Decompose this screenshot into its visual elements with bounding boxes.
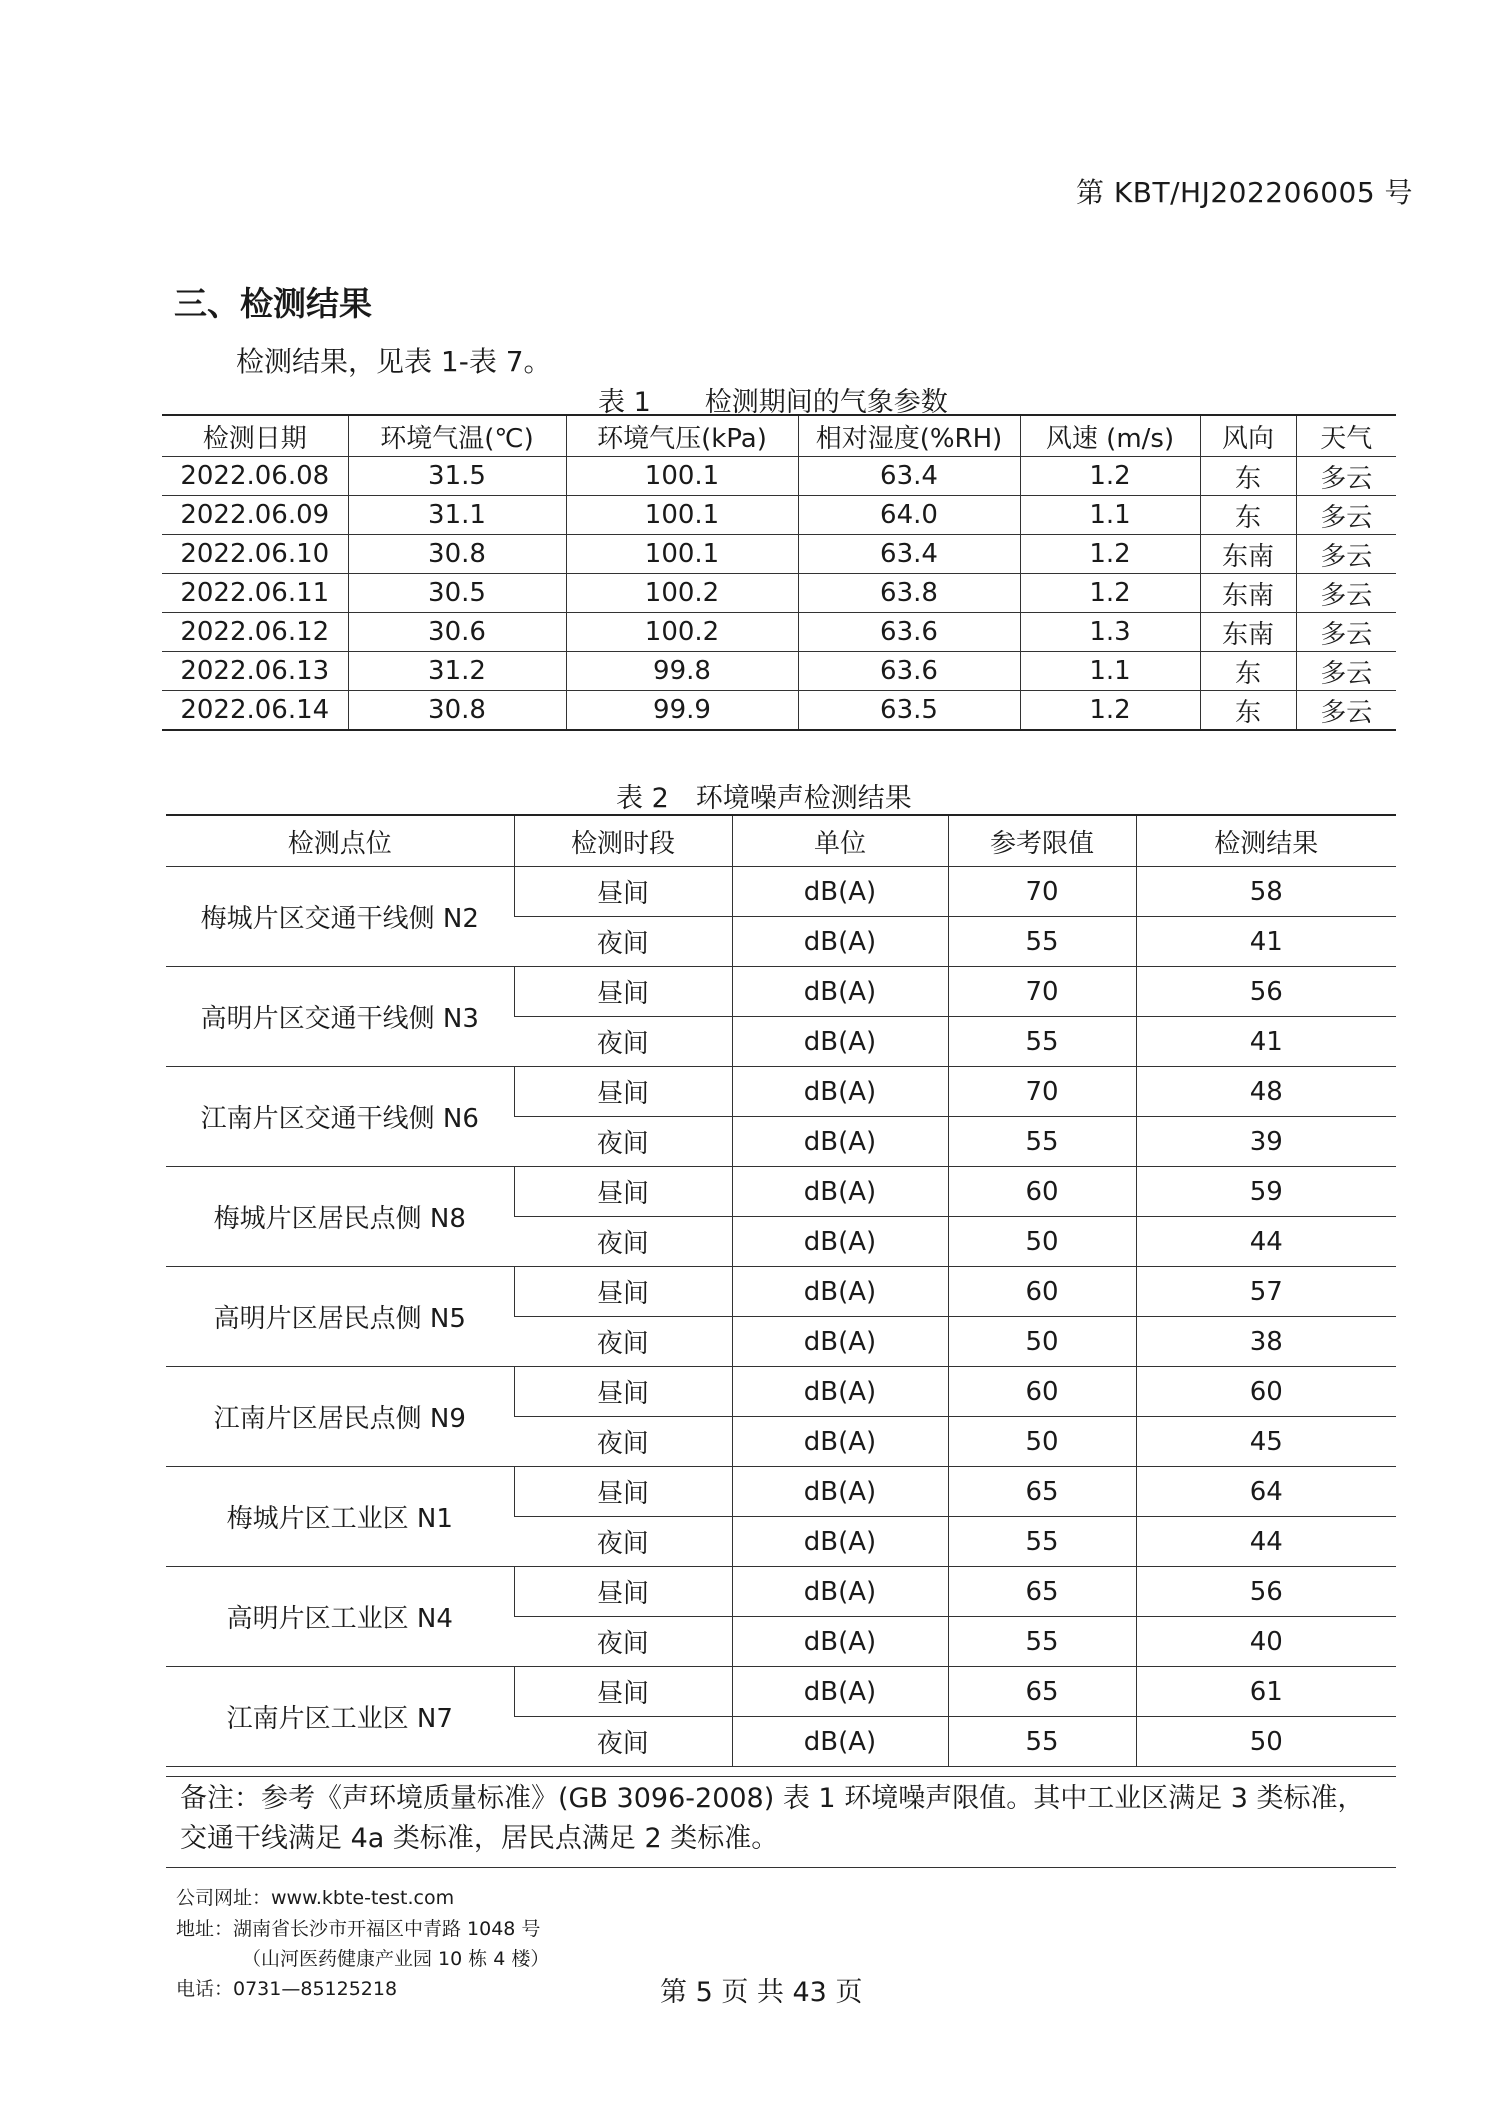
noise-cell: 57 [1136, 1267, 1396, 1317]
noise-row [166, 1467, 1396, 1517]
noise-header-cell: 检测时段 [514, 815, 732, 867]
weather-cell: 多云 [1296, 652, 1396, 691]
weather-row [162, 496, 1396, 535]
noise-cell: dB(A) [732, 1617, 948, 1667]
weather-header-cell: 风向 [1200, 415, 1296, 457]
weather-cell: 30.6 [348, 613, 566, 652]
weather-cell: 100.1 [566, 535, 798, 574]
noise-cell: dB(A) [732, 1517, 948, 1567]
noise-cell: 55 [948, 1117, 1136, 1167]
weather-cell: 2022.06.08 [162, 457, 348, 496]
noise-cell: dB(A) [732, 1667, 948, 1717]
noise-cell: dB(A) [732, 1267, 948, 1317]
noise-cell: 昼间 [514, 1667, 732, 1717]
weather-cell: 30.5 [348, 574, 566, 613]
weather-cell: 30.8 [348, 535, 566, 574]
monitoring-site: 高明片区工业区 N4 [166, 1567, 514, 1667]
weather-cell: 63.5 [798, 691, 1020, 731]
weather-header-cell: 相对湿度(%RH) [798, 415, 1020, 457]
footer-phone: 电话：0731—85125218 [176, 1978, 398, 2000]
noise-cell: 夜间 [514, 1017, 732, 1067]
noise-table-header [166, 815, 1396, 867]
noise-cell: dB(A) [732, 917, 948, 967]
section-title: 三、检测结果 [174, 284, 372, 323]
weather-row [162, 613, 1396, 652]
noise-cell: 夜间 [514, 1217, 732, 1267]
noise-cell: 55 [948, 1617, 1136, 1667]
weather-cell: 100.1 [566, 457, 798, 496]
noise-cell: 45 [1136, 1417, 1396, 1467]
weather-cell: 2022.06.09 [162, 496, 348, 535]
noise-cell: dB(A) [732, 1367, 948, 1417]
noise-cell: 50 [948, 1417, 1136, 1467]
weather-cell: 2022.06.13 [162, 652, 348, 691]
document-number: 第 KBT/HJ202206005 号 [1076, 176, 1414, 209]
weather-cell: 2022.06.10 [162, 535, 348, 574]
noise-cell: 昼间 [514, 967, 732, 1017]
noise-cell: dB(A) [732, 967, 948, 1017]
noise-cell: 55 [948, 1717, 1136, 1767]
weather-cell: 多云 [1296, 535, 1396, 574]
noise-cell: 61 [1136, 1667, 1396, 1717]
monitoring-site: 梅城片区居民点侧 N8 [166, 1167, 514, 1267]
noise-row [166, 1267, 1396, 1317]
noise-row [166, 867, 1396, 917]
table2-note: 备注：参考《声环境质量标准》(GB 3096-2008) 表 1 环境噪声限值。其中工业区满足 3 类标准，交通干线满足 4a 类标准，居民点满足 2 类标准。 [166, 1776, 1396, 1868]
monitoring-site: 高明片区居民点侧 N5 [166, 1267, 514, 1367]
noise-cell: 50 [1136, 1717, 1396, 1767]
footer-address: 地址：湖南省长沙市开福区中青路 1048 号 [176, 1918, 541, 1940]
noise-row [166, 1067, 1396, 1117]
monitoring-site: 高明片区交通干线侧 N3 [166, 967, 514, 1067]
weather-cell: 东 [1200, 652, 1296, 691]
weather-header-cell: 环境气温(℃) [348, 415, 566, 457]
noise-row [166, 1367, 1396, 1417]
noise-cell: 昼间 [514, 867, 732, 917]
noise-cell: 70 [948, 1067, 1136, 1117]
weather-row [162, 691, 1396, 731]
weather-cell: 63.4 [798, 457, 1020, 496]
noise-cell: dB(A) [732, 1017, 948, 1067]
weather-cell: 64.0 [798, 496, 1020, 535]
weather-cell: 2022.06.11 [162, 574, 348, 613]
noise-cell: 60 [948, 1367, 1136, 1417]
weather-header-cell: 环境气压(kPa) [566, 415, 798, 457]
weather-cell: 31.1 [348, 496, 566, 535]
noise-header-cell: 检测结果 [1136, 815, 1396, 867]
intro-text: 检测结果，见表 1-表 7。 [236, 345, 552, 378]
noise-cell: 44 [1136, 1517, 1396, 1567]
weather-header-cell: 检测日期 [162, 415, 348, 457]
noise-cell: dB(A) [732, 1567, 948, 1617]
noise-cell: 55 [948, 1017, 1136, 1067]
monitoring-site: 江南片区居民点侧 N9 [166, 1367, 514, 1467]
noise-header-cell: 单位 [732, 815, 948, 867]
weather-cell: 东南 [1200, 613, 1296, 652]
noise-cell: 55 [948, 1517, 1136, 1567]
noise-cell: 65 [948, 1667, 1136, 1717]
weather-row [162, 457, 1396, 496]
weather-header-cell: 风速 (m/s) [1020, 415, 1200, 457]
weather-table-header [162, 415, 1396, 457]
noise-cell: 昼间 [514, 1567, 732, 1617]
monitoring-site: 梅城片区交通干线侧 N2 [166, 867, 514, 967]
weather-cell: 63.6 [798, 613, 1020, 652]
weather-cell: 99.8 [566, 652, 798, 691]
noise-cell: 55 [948, 917, 1136, 967]
weather-cell: 东 [1200, 496, 1296, 535]
footer-website: 公司网址：www.kbte-test.com [176, 1887, 455, 1909]
weather-cell: 东 [1200, 457, 1296, 496]
noise-row [166, 1567, 1396, 1617]
noise-cell: 41 [1136, 917, 1396, 967]
weather-cell: 63.4 [798, 535, 1020, 574]
noise-cell: 65 [948, 1567, 1136, 1617]
monitoring-site: 江南片区交通干线侧 N6 [166, 1067, 514, 1167]
noise-cell: dB(A) [732, 1217, 948, 1267]
noise-cell: 64 [1136, 1467, 1396, 1517]
noise-cell: 夜间 [514, 1617, 732, 1667]
noise-cell: 58 [1136, 867, 1396, 917]
noise-cell: 夜间 [514, 1717, 732, 1767]
noise-cell: dB(A) [732, 1167, 948, 1217]
weather-cell: 99.9 [566, 691, 798, 731]
monitoring-site: 梅城片区工业区 N1 [166, 1467, 514, 1567]
noise-cell: 50 [948, 1317, 1136, 1367]
weather-cell: 1.2 [1020, 691, 1200, 731]
noise-cell: 59 [1136, 1167, 1396, 1217]
noise-cell: dB(A) [732, 1317, 948, 1367]
noise-cell: 昼间 [514, 1467, 732, 1517]
noise-cell: 38 [1136, 1317, 1396, 1367]
weather-cell: 1.3 [1020, 613, 1200, 652]
noise-cell: 40 [1136, 1617, 1396, 1667]
weather-cell: 100.2 [566, 574, 798, 613]
page-number: 第 5 页 共 43 页 [660, 1977, 863, 2008]
weather-cell: 1.2 [1020, 574, 1200, 613]
noise-cell: 夜间 [514, 1317, 732, 1367]
noise-cell: dB(A) [732, 1417, 948, 1467]
weather-cell: 东南 [1200, 535, 1296, 574]
weather-cell: 2022.06.12 [162, 613, 348, 652]
monitoring-site: 江南片区工业区 N7 [166, 1667, 514, 1767]
noise-header-cell: 参考限值 [948, 815, 1136, 867]
footer-address-line2: （山河医药健康产业园 10 栋 4 楼） [242, 1948, 550, 1970]
weather-row [162, 574, 1396, 613]
noise-cell: 60 [948, 1267, 1136, 1317]
weather-cell: 1.1 [1020, 496, 1200, 535]
noise-cell: 50 [948, 1217, 1136, 1267]
weather-cell: 30.8 [348, 691, 566, 731]
weather-cell: 1.1 [1020, 652, 1200, 691]
noise-cell: 夜间 [514, 1417, 732, 1467]
noise-cell: 昼间 [514, 1267, 732, 1317]
noise-cell: 夜间 [514, 1517, 732, 1567]
noise-cell: dB(A) [732, 867, 948, 917]
noise-cell: dB(A) [732, 1117, 948, 1167]
noise-cell: 夜间 [514, 1117, 732, 1167]
noise-row [166, 1167, 1396, 1217]
noise-cell: 70 [948, 967, 1136, 1017]
weather-cell: 东南 [1200, 574, 1296, 613]
weather-cell: 100.2 [566, 613, 798, 652]
noise-table [166, 814, 1396, 1767]
weather-cell: 1.2 [1020, 535, 1200, 574]
noise-cell: 56 [1136, 967, 1396, 1017]
noise-cell: 39 [1136, 1117, 1396, 1167]
weather-row [162, 535, 1396, 574]
noise-cell: dB(A) [732, 1717, 948, 1767]
noise-row [166, 967, 1396, 1017]
weather-cell: 1.2 [1020, 457, 1200, 496]
noise-cell: 56 [1136, 1567, 1396, 1617]
weather-cell: 100.1 [566, 496, 798, 535]
weather-cell: 多云 [1296, 613, 1396, 652]
noise-header-cell: 检测点位 [166, 815, 514, 867]
weather-cell: 多云 [1296, 691, 1396, 731]
noise-cell: 昼间 [514, 1367, 732, 1417]
weather-cell: 63.8 [798, 574, 1020, 613]
noise-cell: 60 [948, 1167, 1136, 1217]
noise-cell: 昼间 [514, 1067, 732, 1117]
weather-cell: 多云 [1296, 457, 1396, 496]
weather-cell: 31.2 [348, 652, 566, 691]
noise-cell: 41 [1136, 1017, 1396, 1067]
weather-cell: 31.5 [348, 457, 566, 496]
weather-header-cell: 天气 [1296, 415, 1396, 457]
weather-row [162, 652, 1396, 691]
noise-cell: 48 [1136, 1067, 1396, 1117]
noise-cell: 夜间 [514, 917, 732, 967]
noise-cell: 70 [948, 867, 1136, 917]
weather-cell: 多云 [1296, 496, 1396, 535]
table1-caption: 表 1 检测期间的气象参数 [598, 387, 948, 418]
weather-cell: 2022.06.14 [162, 691, 348, 731]
noise-cell: dB(A) [732, 1467, 948, 1517]
weather-table [162, 414, 1396, 731]
noise-cell: 65 [948, 1467, 1136, 1517]
weather-cell: 63.6 [798, 652, 1020, 691]
weather-cell: 东 [1200, 691, 1296, 731]
weather-cell: 多云 [1296, 574, 1396, 613]
noise-row [166, 1667, 1396, 1717]
noise-cell: 60 [1136, 1367, 1396, 1417]
noise-cell: 昼间 [514, 1167, 732, 1217]
table2-caption: 表 2 环境噪声检测结果 [616, 783, 912, 814]
noise-cell: dB(A) [732, 1067, 948, 1117]
noise-cell: 44 [1136, 1217, 1396, 1267]
